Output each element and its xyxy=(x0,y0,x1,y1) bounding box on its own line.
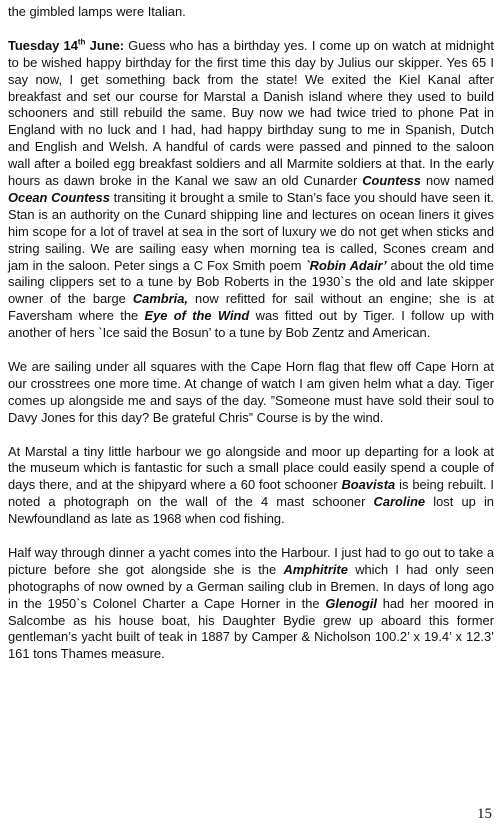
entry-date-suffix: th xyxy=(77,37,86,47)
entry-date-month: June: xyxy=(85,37,125,53)
paragraph-amphitrite xyxy=(8,545,494,663)
paragraph-text-a: Half way through dinner a yacht comes into the Harbour. I just had to go out to take a picture before she got alongside she is the xyxy=(8,544,494,577)
paragraph-cape-horn-flag xyxy=(8,359,494,427)
entry-date-day: Tuesday 14 xyxy=(8,37,78,53)
entry-text-c: transiting it brought a smile to Stan’s face you should have seen it. Stan is an authority on the Cunard shipping line and lectures on ocean liners it gives him scope for a lot of travel at sea in the sort of luxury we do not get when sticks and string sailing. We are sailing easy when morning tea is called, Scones cream and jam in the saloon. Peter sings a C Fox Smith poem xyxy=(8,189,494,273)
intro-line xyxy=(8,4,494,21)
document-page xyxy=(8,4,494,680)
entry-text-f: was fitted out by Tiger. I follow up with another of hers `Ice said the Bosun’ to a tune by Bob Zentz and American. xyxy=(8,308,494,341)
entry-date xyxy=(8,38,124,53)
ship-name-ocean-countess: Ocean Countess xyxy=(8,189,110,205)
page-number: 15 xyxy=(477,806,492,822)
paragraph-marstal xyxy=(8,444,494,529)
paragraph-text-b: which I had only seen photographs of now owned by a German sailing club in Bremen. In days of long ago in the 1950`s Colonel Charter a Cape Horner in the xyxy=(8,561,494,611)
paragraph-text-c: lost up in Newfoundland as late as 1968 when cod fishing. xyxy=(8,494,494,527)
entry-text-e: now refitted for sail without an engine; she is at Faversham where the xyxy=(8,291,494,324)
paragraph-text-b: is being rebuilt. I noted a photograph on the wall of the 4 mast schooner xyxy=(8,477,494,510)
paragraph-text-c: had her moored in Salcombe as his house boat, his Daughter Bydie grew up aboard this former gentleman’s yacht built of teak in 1887 by Camper & Nicholson 100.2’ x 19.4’ x 12.3’ 161 tons Thames measure. xyxy=(8,595,494,662)
intro-text: the gimbled lamps were Italian. xyxy=(8,4,186,19)
poem-title-robin-adair: `Robin Adair’ xyxy=(305,257,387,273)
ship-name-countess: Countess xyxy=(362,173,421,189)
ship-name-caroline: Caroline xyxy=(373,494,426,510)
ship-name-eye-of-the-wind: Eye of the Wind xyxy=(144,308,250,324)
entry-text-b: now named xyxy=(420,173,494,189)
barge-name-cambria: Cambria, xyxy=(132,291,189,307)
diary-entry-tuesday xyxy=(8,38,494,342)
ship-name-boavista: Boavista xyxy=(341,477,396,493)
paragraph-text: We are sailing under all squares with the Cape Horn flag that flew off Cape Horn at our crosstrees one more time. At change of watch I am given helm what a day. Tiger comes up alongside me and says of the day. ”Someone must have sold their soul to Davy Jones for this day? Be grateful Chris” Course is by the wind. xyxy=(8,359,494,425)
ship-name-amphitrite: Amphitrite xyxy=(283,561,348,577)
paragraph-text-a: At Marstal a tiny little harbour we go alongside and moor up departing for a look at the museum which is fantastic for such a small place could easily spend a couple of days there, and at the shipyard where a 60 foot schooner xyxy=(8,443,494,493)
entry-text-a: Guess who has a birthday yes. I come up on watch at midnight to be wished happy birthday for the first time this day by Julius our skipper. Yes 65 I say now, I get something back from the state! We exited the Kiel Kanal after breakfast and set our course for Marstal a Danish island where they used to build schooners and still rebuild the same. Buy now we had twice tried to phone Pat in England with no luck and I had, had happy birthday sung to me in Spanish, Dutch and English and Welsh. A handful of cards were passed and pinned to the saloon wall after a boiled egg breakfast soldiers and all Marmite soldiers at that. In the early hours as dawn broke in the Kanal we saw an old Cunarder xyxy=(8,37,494,189)
ship-name-glenogil: Glenogil xyxy=(325,595,377,611)
entry-text-d: about the old time sailing clippers set to a tune by Bob Roberts in the 1930`s the old and late skipper owner of the barge xyxy=(8,257,494,307)
